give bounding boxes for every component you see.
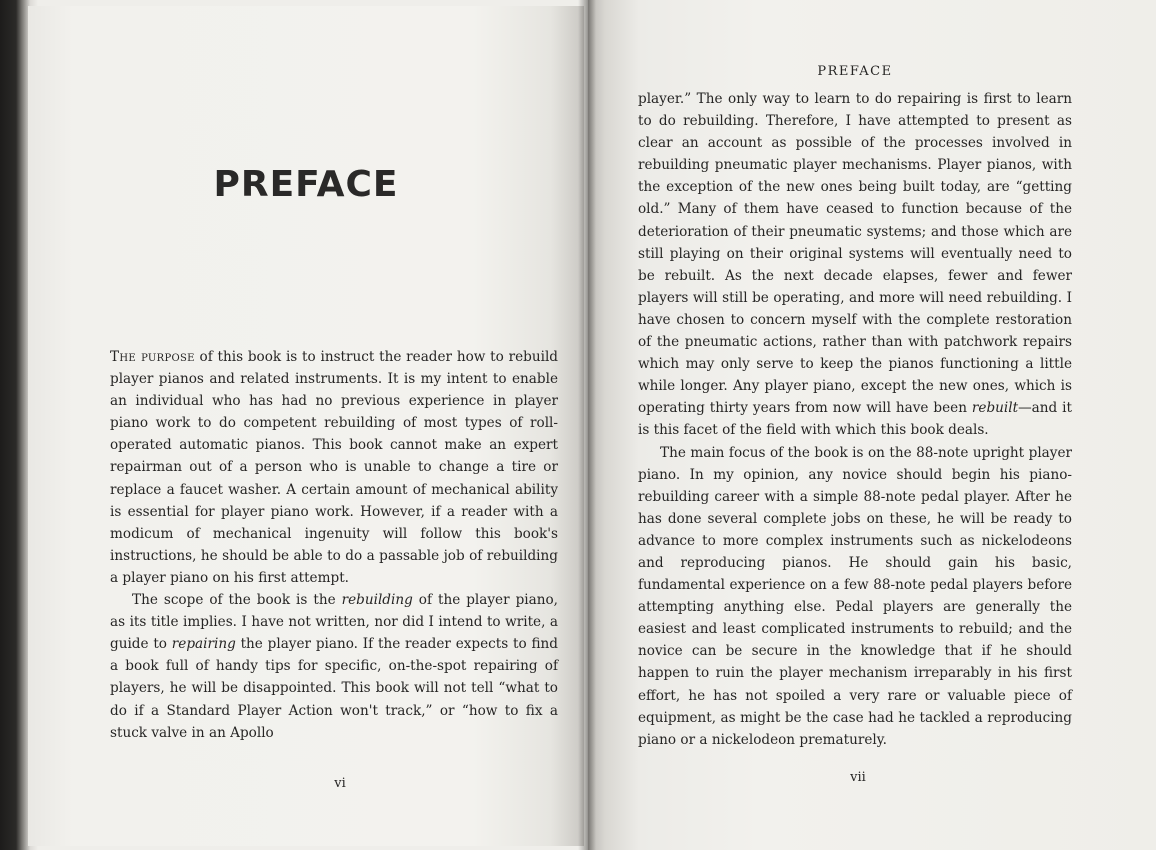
page-number: vi: [334, 776, 346, 791]
paragraph-text: —and it is this facet of the field with which this book deals.: [638, 400, 1072, 439]
left-page-body: [110, 346, 558, 744]
lead-in-small-caps: The purpose: [110, 349, 195, 365]
paragraph: [638, 88, 1072, 442]
paragraph-text: The scope of the book is the: [132, 592, 342, 609]
paragraph-text: of the player piano, as its title implies. I have not written, nor did I intend to write, a guide to: [110, 592, 558, 653]
emphasis: rebuilt: [971, 400, 1019, 417]
paragraph: The main focus of the book is on the 88-note upright player piano. In my opinion, any novice should begin his piano-rebuilding career with a simple 88-note pedal player. After he has done several complete jobs on these, he will be ready to advance to more complex instruments such as nickelodeons and reproducing pianos. He should gain his basic, fundamental experience on a few 88-note pedal players before attempting anything else. Pedal players are generally the easiest and least complicated instruments to rebuild; and the novice can be secure in the knowledge that if he should happen to ruin the player mechanism irreparably in his first effort, he has not spoiled a very rare or valuable piece of equipment, as might be the case had he tackled a reproducing piano or a nickelodeon prematurely.: [638, 444, 1072, 748]
paragraph-text: of this book is to instruct the reader how to rebuild player pianos and related instruments. It is my intent to enable an individual who has had no previous experience in player piano work to do competent rebuilding of most types of roll-operated automatic pianos. This book cannot make an expert repairman out of a person who is unable to change a tire or replace a faucet washer. A certain amount of mechanical ability is essential for player piano work. However, if a reader with a modicum of mechanical ingenuity will follow this book's instructions, he should be able to do a passable job of rebuilding a player piano on his first attempt.: [110, 349, 559, 586]
emphasis: repairing: [171, 636, 236, 653]
paragraph: [110, 346, 558, 589]
paragraph-text: player.” The only way to learn to do repairing is first to learn to do rebuilding. Therefore, I have attempted to present as clear an account as possible of the processes involved in rebuilding pneumatic player mechanisms. Player pianos, with the exception of the new ones being built today, are “getting old.” Many of them have ceased to function because of the deterioration of their pneumatic systems; and those which are still playing on their original systems will eventually need to be rebuilt. As the next decade elapses, fewer and fewer players will still be operating, and more will need rebuilding. I have chosen to concern myself with the complete restoration of the pneumatic actions, rather than with patchwork repairs which may only serve to keep the pianos functioning a little while longer. Any player piano, except the new ones, which is operating thirty years from now will have been: [638, 91, 1072, 417]
gutter-shadow: [578, 0, 596, 850]
emphasis: rebuilding: [341, 592, 413, 609]
right-page: [588, 0, 1156, 850]
running-head: PREFACE: [817, 64, 893, 79]
right-page-body: [638, 88, 1072, 751]
left-page: [28, 6, 584, 846]
paragraph: [110, 589, 558, 744]
chapter-title: PREFACE: [213, 164, 399, 205]
paragraph-text: the player piano. If the reader expects to find a book full of handy tips for specific, on-the-spot repairing of players, he will be disappointed. This book will not tell “what to do if a Standard Player Action won't track,” or “how to fix a stuck valve in an Apollo: [110, 636, 558, 741]
page-number: vii: [850, 770, 866, 785]
